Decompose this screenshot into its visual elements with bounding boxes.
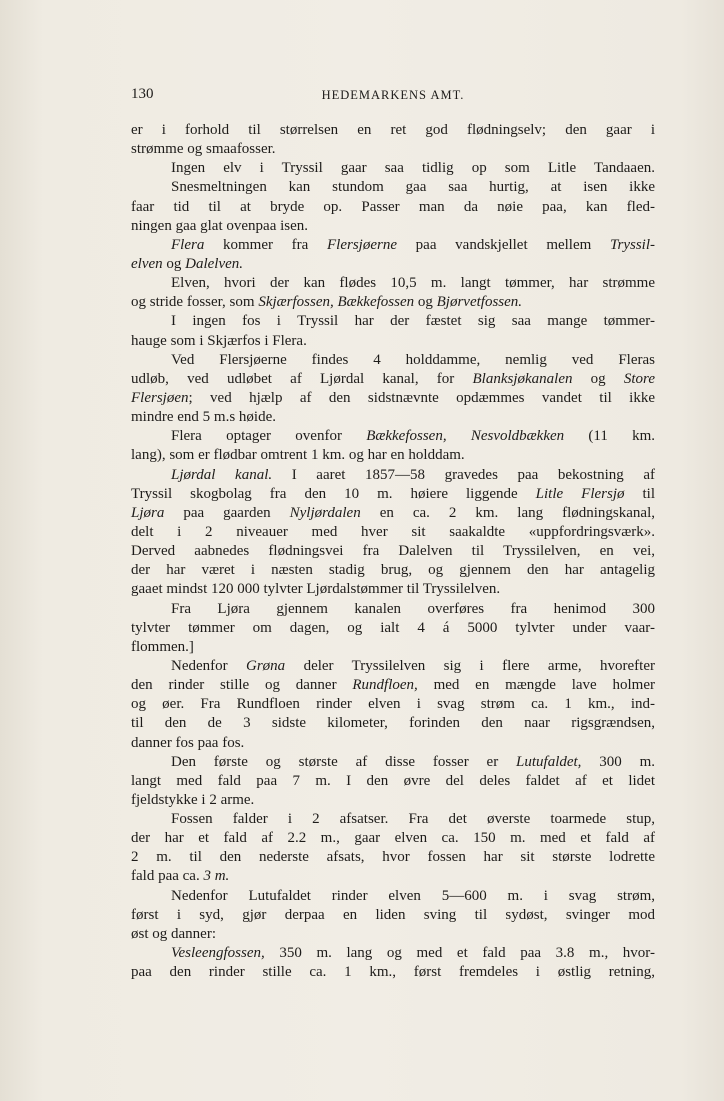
running-title: HEDEMARKENS AMT. [321,88,465,102]
text-line [131,312,655,331]
italic-text: Store [623,370,655,387]
text-run: Ved Flersjøerne findes 4 holddamme, nemlig ved Fleras [171,351,655,368]
italic-text: Lutufaldet, [516,753,582,770]
text-line [131,351,655,370]
text-run: deler Tryssilelven sig i flere arme, hvorefter [285,657,655,674]
text-run: Derved aabnedes flødningsvei fra Dalelven til Tryssilelven, en vei, [131,543,655,560]
text-line [131,638,655,657]
text-line [131,274,655,293]
text-line [131,925,655,944]
text-run: tylvter tømmer om dagen, og ialt 4 á 5000 tylvter under vaar- [131,619,655,636]
text-run: Snesmeltningen kan stundom gaa saa hurtig, at isen ikke [171,179,655,196]
text-line [131,466,655,485]
text-line [131,523,655,542]
text-line [131,963,655,982]
text-run: der har været i næsten stadig brug, og gjennem den har antagelig [131,562,655,579]
italic-text: Dalelven. [185,255,244,272]
text-line [131,504,655,523]
text-line [131,542,655,561]
text-line [131,255,655,274]
text-line [131,370,655,389]
text-run: Flera optager ovenfor [171,428,367,445]
text-line [131,848,655,867]
text-line [131,121,655,140]
text-line [131,887,655,906]
text-run: I aaret 1857—58 gravedes paa bekostning af [272,466,655,483]
text-run: strømme og smaafosser. [131,141,276,158]
text-line [131,427,655,446]
text-run: en ca. 2 km. lang flødningskanal, [360,504,655,521]
text-run: lang), som er flødbar omtrent 1 km. og har en holddam. [131,447,465,464]
text-line [131,236,655,255]
text-run: er i forhold til størrelsen en ret god flødningselv; den gaar i [131,122,655,138]
text-line [131,198,655,217]
italic-text: Flersjøen [131,389,189,406]
text-run: Elven, hvori der kan flødes 10,5 m. langt tømmer, har strømme [171,275,655,292]
body-text [131,121,655,982]
text-run: gaaet mindst 120 000 tylvter Ljørdalstømmer til Tryssilelven. [131,581,501,598]
text-run: (11 km. [564,428,656,445]
italic-text: Blanksjøkanalen [472,370,573,387]
text-run: Nedenfor Lutufaldet rinder elven 5—600 m. i svag strøm, [171,887,655,904]
text-line [131,772,655,791]
text-run: paa gaarden [164,504,290,521]
text-line [131,714,655,733]
text-run: paa den rinder stille ca. 1 km., først fremdeles i østlig retning, [131,964,655,981]
text-line [131,561,655,580]
text-line [131,906,655,925]
text-line [131,408,655,427]
text-run: først i syd, gjør derpaa en liden sving til sydøst, svinger mod [131,906,655,923]
italic-text: Litle Flersjø [535,485,625,502]
text-line [131,657,655,676]
text-run: delt i 2 niveauer med hver sit saakaldte «uppfordringsværk». [131,523,655,540]
text-line [131,580,655,599]
text-run: og [414,294,437,311]
italic-text: Rundfloen, [352,677,418,694]
text-line [131,944,655,963]
text-run: 300 m. [581,753,655,770]
italic-text: Flersjøerne [327,236,397,253]
text-run: kommer fra [204,236,327,253]
text-line [131,867,655,886]
text-run: Fossen falder i 2 afsatser. Fra det øverste toarmede stup, [171,811,655,828]
italic-text: elven [131,255,163,272]
page-header [131,86,655,108]
text-line [131,389,655,408]
text-run: ningen gaa glat ovenpaa isen. [131,217,309,234]
text-run: den rinder stille og danner [131,677,353,694]
text-line [131,217,655,236]
text-run: udløb, ved udløbet af Ljørdal kanal, for [131,370,473,387]
page-number: 130 [131,86,154,102]
text-line [131,446,655,465]
text-line [131,753,655,772]
italic-text: Ljøra [131,504,165,521]
text-line [131,619,655,638]
text-run: paa vandskjellet mellem [396,236,610,253]
text-run: og øer. Fra Rundfloen rinder elven i svag strøm ca. 1 km., ind- [131,696,655,713]
text-line [131,293,655,312]
italic-text: Bjørvetfossen. [436,294,523,311]
text-run: fald paa ca. [131,868,204,885]
text-run: 350 m. lang og med et fald paa 3.8 m., hvor- [264,945,655,962]
italic-text: Ljørdal kanal. [171,466,273,483]
text-run: ; ved hjælp af den sidstnævnte opdæmmes vandet til ikke [188,389,655,406]
text-run: danner fos paa fos. [131,734,245,751]
text-line [131,676,655,695]
text-run: Nedenfor [171,657,247,674]
text-run: der har et fald af 2.2 m., gaar elven ca. 150 m. med et fald af [131,830,655,847]
italic-text: Flera [171,236,205,253]
text-line [131,159,655,178]
text-run: og [162,255,186,272]
text-line [131,791,655,810]
text-line [131,810,655,829]
text-run: 2 m. til den nederste afsats, hvor fossen har sit største lodrette [131,849,655,866]
italic-text: Grøna [246,657,286,674]
italic-text: 3 m. [203,868,230,885]
italic-text: Skjærfossen, Bækkefossen [258,294,415,311]
italic-text: Bækkefossen, Nesvoldbækken [366,428,565,445]
text-run: faar tid til at bryde op. Passer man da nøie paa, kan fled- [131,198,655,215]
text-run: og [572,370,624,387]
text-line [131,600,655,619]
text-run: fjeldstykke i 2 arme. [131,791,255,808]
text-run: hauge som i Skjærfos i Flera. [131,332,307,349]
italic-text: Vesleengfossen, [171,945,265,962]
text-line [131,332,655,351]
text-line [131,485,655,504]
text-run: til [624,485,656,502]
text-run: øst og danner: [131,925,216,942]
italic-text: Nyljørdalen [289,504,361,521]
text-run: og stride fosser, som [131,294,259,311]
text-run: I ingen fos i Tryssil har der fæstet sig saa mange tømmer- [171,313,655,330]
text-line [131,829,655,848]
text-run: flommen.] [131,638,194,655]
text-run: Ingen elv i Tryssil gaar saa tidlig op som Litle Tandaaen. [171,160,655,177]
italic-text: Tryssil- [609,236,655,253]
text-run: langt med fald paa 7 m. I den øvre del deles faldet af et lidet [131,772,655,789]
text-run: Den første og største af disse fosser er [171,753,517,770]
text-line [131,140,655,159]
text-run: Tryssil skogbolag fra den 10 m. høiere liggende [131,485,536,502]
text-run: mindre end 5 m.s høide. [131,409,276,426]
text-line [131,178,655,197]
text-run: til den de 3 sidste kilometer, forinden den naar rigsgrændsen, [131,715,655,732]
text-line [131,695,655,714]
text-run: med en mængde lave holmer [417,677,655,694]
text-run: Fra Ljøra gjennem kanalen overføres fra henimod 300 [171,600,655,617]
text-line [131,734,655,753]
